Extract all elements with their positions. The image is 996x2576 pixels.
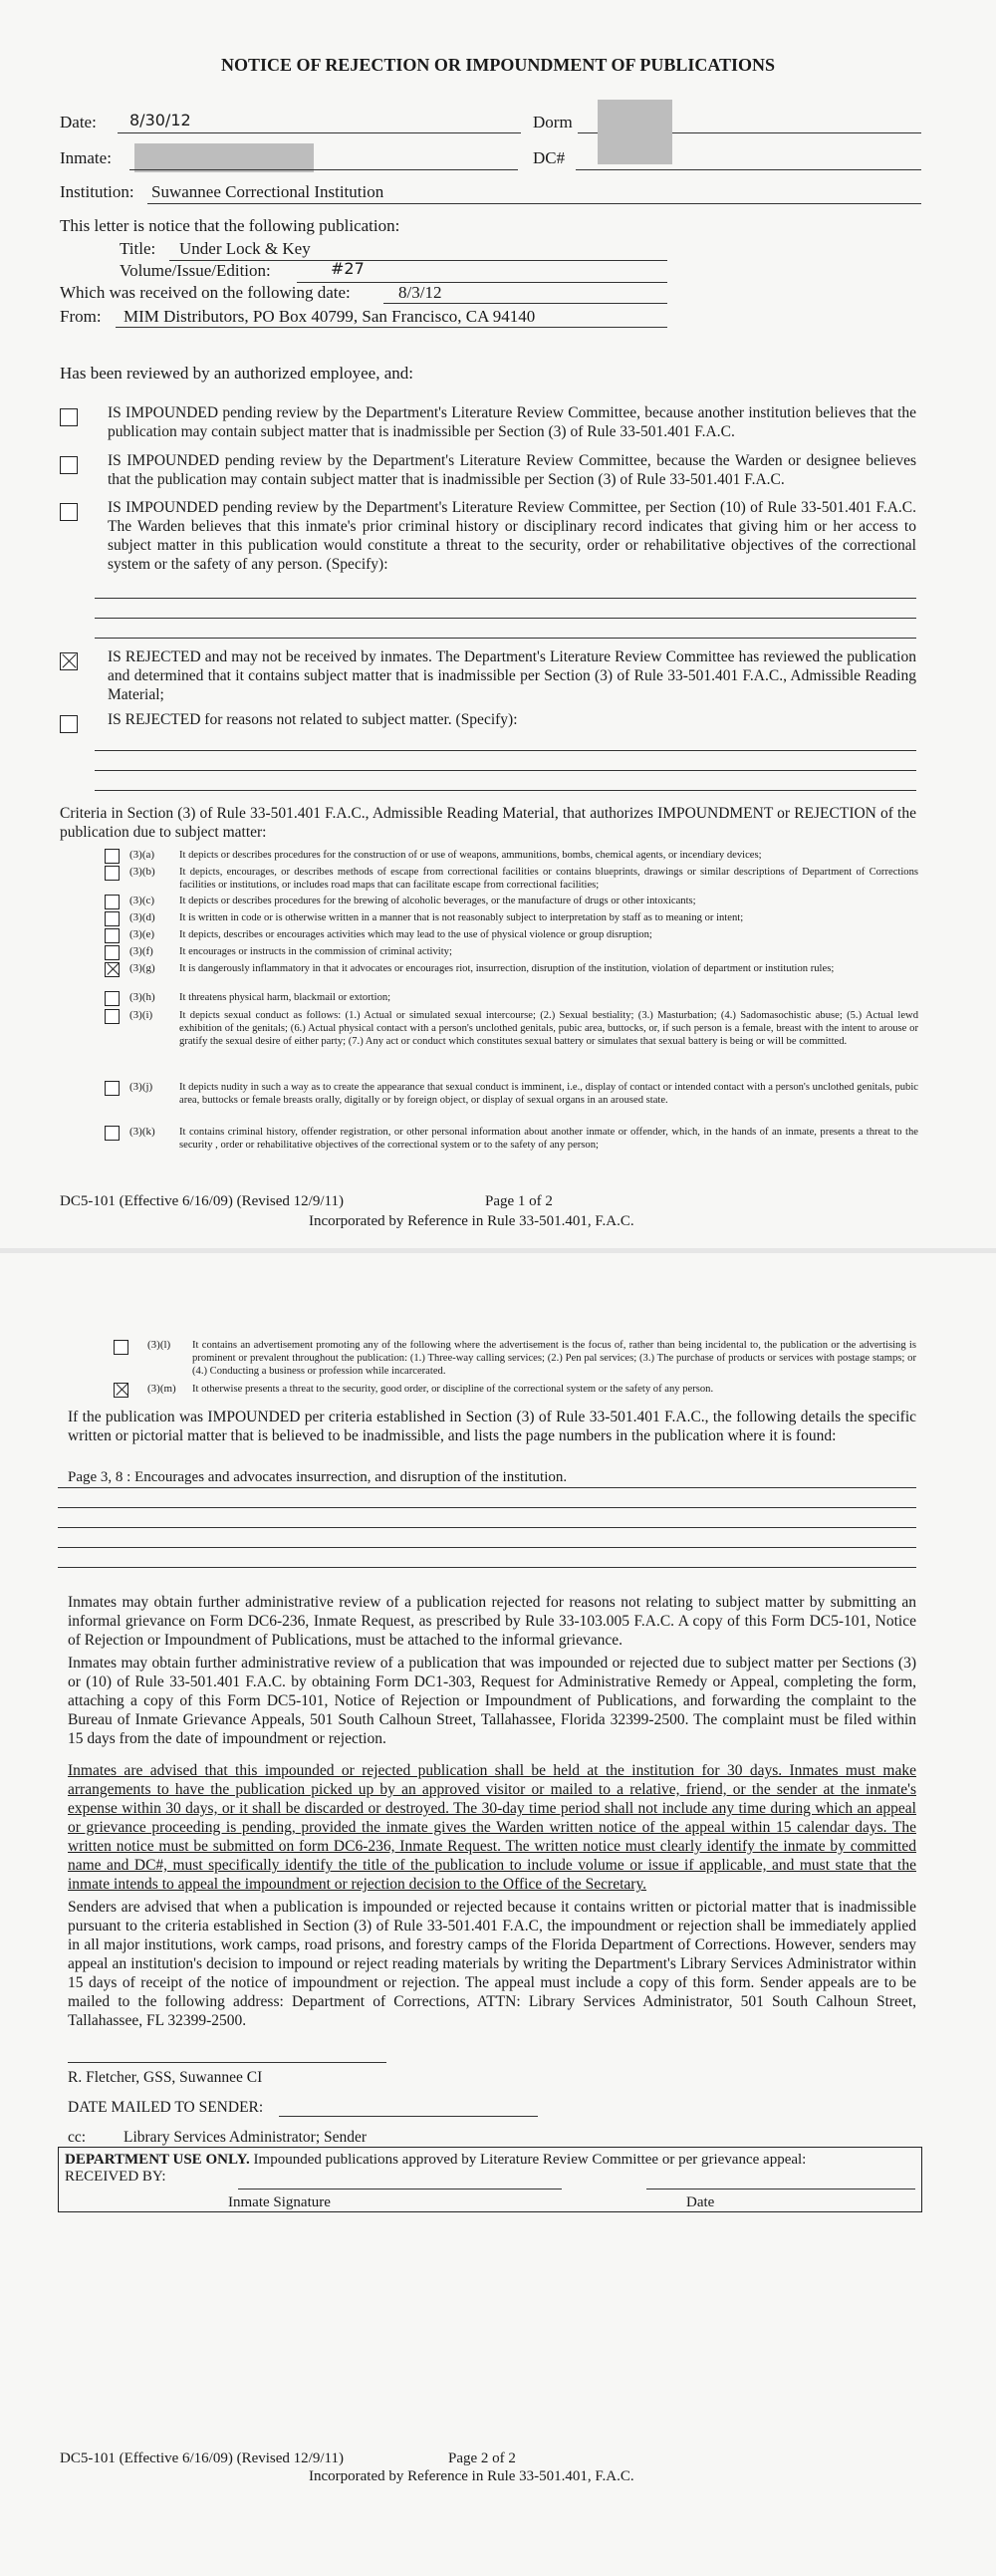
detail-line [58, 1567, 916, 1568]
date-label: Date: [60, 113, 97, 131]
page-number: Page 1 of 2 [485, 1193, 553, 1209]
impounded-intro: If the publication was IMPOUNDED per criteria established in Section (3) of Rule 33-501.401 F.A.C., the following details the specific written or pictorial matter that is believed to be inadmissible, and lists the page numbers in the publication where it is found: [68, 1409, 916, 1444]
criteria-text-3a: It depicts or describes procedures for the construction of or use of weapons, ammunitions, bombs, chemical agents, or incendiary devices; [179, 850, 762, 861]
option-checkbox-3[interactable] [60, 503, 78, 521]
option-checkbox-2[interactable] [60, 456, 78, 474]
criteria-text-3h: It threatens physical harm, blackmail or extortion; [179, 992, 391, 1003]
criteria-code-3h: (3)(h) [129, 991, 155, 1003]
dc-number-label: DC# [533, 148, 566, 167]
specify-line [95, 638, 916, 639]
criteria-checkbox-3f[interactable] [105, 945, 120, 960]
appeal-paragraph: Inmates may obtain further administrative review of a publication that was impounded or rejected due to subject matter per Sections (3) or (10) of Rule 33-501.401 F.A.C. by obtaining Form DC1-303, Request for Administrative Remedy or Appeal, completing the form, attaching a copy of this Form DC5-101, Notice of Rejection or Impoundment of Publications, and forwarding the complaint to the Bureau of Inmate Grievance Appeals, 501 South Calhoun Street, Tallahassee, Florida 32399-2500. The complaint must be filed within 15 days from the date of impoundment or rejection. [68, 1655, 916, 1747]
impounded-detail: Page 3, 8 : Encourages and advocates insurrection, and disruption of the institution. [68, 1469, 568, 1485]
criteria-checkbox-3h[interactable] [105, 991, 120, 1006]
department-use-heading [65, 2150, 806, 2170]
criteria-code-3f: (3)(f) [129, 945, 153, 957]
option-text-4: IS REJECTED and may not be received by inmates. The Department's Literature Review Committee has reviewed the publication and determined that it contains subject matter that is inadmissible per Section (3) of Rule 33-501.401 F.A.C., Admissible Reading Material; [108, 648, 916, 703]
option-checkbox-4[interactable] [60, 652, 78, 670]
inmate-signature-label: Inmate Signature [228, 2194, 331, 2210]
title-value: Under Lock & Key [179, 239, 311, 258]
date-received-label: Date [686, 2194, 715, 2210]
criteria-code-3g: (3)(g) [129, 962, 155, 974]
criteria-checkbox-3k[interactable] [105, 1126, 120, 1141]
criteria-code-3d: (3)(d) [129, 911, 155, 923]
institution-value: Suwannee Correctional Institution [151, 182, 384, 201]
dc-number-line [576, 169, 921, 170]
criteria-checkbox-3c[interactable] [105, 895, 120, 909]
institution-label: Institution: [60, 182, 134, 201]
criteria-text-3b: It depicts, encourages, or describes methods of escape from correctional facilities or contains blueprints, drawings or similar descriptions of Department of Corrections facilities or institutions, or includes road maps that can facilitate escape from correctional facilities; [179, 867, 918, 891]
from-label: From: [60, 307, 102, 326]
criteria-code-3k: (3)(k) [129, 1126, 155, 1138]
incorporated-reference: Incorporated by Reference in Rule 33-501.401, F.A.C. [309, 1213, 634, 1229]
criteria-checkbox-3b[interactable] [105, 866, 120, 881]
senders-advised-paragraph: Senders are advised that when a publication is impounded or rejected because it contains written or pictorial matter that is inadmissible pursuant to the criteria established in Section (3) of Rule 33-501.401 F.A.C, the impoundment or rejection shall be immediately applied in all major institutions, work camps, road prisons, and forestry camps of the Florida Department of Corrections. However, senders may appeal an institution's decision to impound or reject reading materials by writing the Department's Library Services Administrator within 15 days of receipt of the notice of impoundment or rejection. The appeal must include a copy of this form. Sender appeals are to be mailed to the following address: Department of Corrections, ATTN: Library Services Administrator, 501 South Calhoun Street, Tallahassee, FL 32399-2500. [68, 1899, 916, 2029]
form-page-1 [0, 0, 996, 1250]
criteria-checkbox-3l[interactable] [114, 1340, 128, 1355]
inmate-line [129, 169, 518, 170]
cc-value: Library Services Administrator; Sender [124, 2129, 368, 2146]
criteria-text-3j: It depicts nudity in such a way as to create the appearance that sexual conduct is imminent, i.e., display of contact or intended contact with a person's unclothed genitals, pubic area, buttocks or female breasts orally, digitally or by foreign object, or display of sexual organs in an aroused state. [179, 1082, 918, 1106]
option-text-1: IS IMPOUNDED pending review by the Department's Literature Review Committee, because another institution believes that the publication may contain subject matter that is inadmissible per Section (3) of Rule 33-501.401 F.A.C. [108, 404, 916, 440]
option-text-5: IS REJECTED for reasons not related to subject matter. (Specify): [108, 711, 518, 728]
detail-line [58, 1507, 916, 1508]
received-date-value: 8/3/12 [398, 283, 442, 302]
date-received-line [646, 2189, 915, 2190]
criteria-text-3f: It encourages or instructs in the commission of criminal activity; [179, 946, 452, 957]
page-number: Page 2 of 2 [448, 2450, 516, 2466]
received-date-line [383, 303, 667, 304]
option-text-3: IS IMPOUNDED pending review by the Department's Literature Review Committee, per Section (10) of Rule 33-501.401 F.A.C. The Warden believes that this inmate's prior criminal history or disciplinary record indicates that giving him or her access to subject matter in this publication would constitute a threat to the security, order or rehabilitative objectives of the correctional system or the safety of any person. (Specify): [108, 499, 916, 573]
criteria-intro: Criteria in Section (3) of Rule 33-501.401 F.A.C., Admissible Reading Material, that authorizes IMPOUNDMENT or REJECTION of the publication due to subject matter: [60, 805, 916, 841]
criteria-text-3e: It depicts, describes or encourages activities which may lead to the use of physical violence or group disruption; [179, 929, 652, 940]
detail-line [58, 1527, 916, 1528]
form-number: DC5-101 (Effective 6/16/09) (Revised 12/9/11) [60, 2450, 344, 2466]
title-label: Title: [120, 239, 156, 258]
review-paragraph: Inmates may obtain further administrative review of a publication rejected for reasons not relating to subject matter by submitting an informal grievance on Form DC6-236, Inmate Request, as prescribed by Rule 33-103.005 F.A.C. A copy of this Form DC5-101, Notice of Rejection or Impoundment of Publications, must be attached to the informal grievance. [68, 1594, 916, 1649]
date-mailed-line [279, 2116, 538, 2117]
criteria-checkbox-3e[interactable] [105, 928, 120, 943]
received-by-label: RECEIVED BY: [65, 2169, 166, 2185]
option-checkbox-5[interactable] [60, 715, 78, 733]
cc-label: cc: [68, 2129, 87, 2146]
signature-line [68, 2062, 386, 2063]
criteria-checkbox-3d[interactable] [105, 911, 120, 926]
letter-intro: This letter is notice that the following publication: [60, 216, 400, 235]
date-line [118, 132, 521, 133]
criteria-checkbox-3m[interactable] [114, 1383, 128, 1398]
institution-line [147, 203, 921, 204]
redaction-box-inmate [134, 143, 314, 172]
specify-line [95, 770, 916, 771]
volume-value: #27 [331, 259, 365, 278]
reviewed-statement: Has been reviewed by an authorized employee, and: [60, 364, 413, 383]
criteria-checkbox-3g[interactable] [105, 962, 120, 977]
specify-line [95, 750, 916, 751]
redaction-box-dorm [598, 100, 672, 164]
date-mailed-label: DATE MAILED TO SENDER: [68, 2099, 264, 2116]
criteria-code-3m: (3)(m) [147, 1383, 176, 1395]
criteria-checkbox-3j[interactable] [105, 1081, 120, 1096]
criteria-checkbox-3a[interactable] [105, 849, 120, 864]
form-number: DC5-101 (Effective 6/16/09) (Revised 12/9/11) [60, 1193, 344, 1209]
criteria-text-3g: It is dangerously inflammatory in that it advocates or encourages riot, insurrection, disruption of the institution, violation of department or institution rules; [179, 963, 835, 974]
criteria-text-3l: It contains an advertisement promoting any of the following where the advertisement is the focus of, rather than being incidental to, the publication or the advertising is prominent or prevalent throughout the publication: (1.) Three-way calling services; (2.) Pen pal services; (3.) The purchase of products or services with postage stamps; or (4.) Conducting a business or profession while incarcerated. [192, 1340, 916, 1377]
option-checkbox-1[interactable] [60, 408, 78, 426]
criteria-code-3l: (3)(l) [147, 1339, 171, 1351]
inmates-advised-paragraph: Inmates are advised that this impounded or rejected publication shall be held at the institution for 30 days. Inmates must make arrangements to have the publication picked up by an approved visitor or mailed to a relative, friend, or the sender at the inmate's expense within 30 days, or it shall be discarded or destroyed. The 30-day time period shall not include any time during which an appeal or grievance proceeding is pending, provided the inmate gives the Warden written notice of the appeal within 15 calendar days. The written notice must be submitted on form DC6-236, Inmate Request. The written notice must clearly identify the inmate by committed name and DC#, must specifically identify the title of the publication to include volume or issue if applicable, and must state that the inmate intends to appeal the impoundment or rejection decision to the Office of the Secretary. [68, 1762, 916, 1893]
criteria-code-3j: (3)(j) [129, 1081, 153, 1093]
from-value: MIM Distributors, PO Box 40799, San Francisco, CA 94140 [124, 307, 536, 326]
criteria-text-3m: It otherwise presents a threat to the security, good order, or discipline of the correctional system or the safety of any person. [192, 1384, 714, 1395]
criteria-code-3i: (3)(i) [129, 1009, 153, 1021]
criteria-code-3e: (3)(e) [129, 928, 155, 940]
dorm-label: Dorm [533, 113, 573, 131]
received-date-label: Which was received on the following date: [60, 283, 351, 302]
volume-label: Volume/Issue/Edition: [120, 261, 271, 280]
inmate-label: Inmate: [60, 148, 112, 167]
volume-line [297, 282, 667, 283]
department-use-bold: DEPARTMENT USE ONLY. [65, 2152, 250, 2168]
from-line [116, 327, 667, 328]
inmate-signature-line [238, 2189, 562, 2190]
criteria-text-3c: It depicts or describes procedures for the brewing of alcoholic beverages, or the manufacture of drugs or other intoxicants; [179, 896, 696, 906]
option-text-2: IS IMPOUNDED pending review by the Department's Literature Review Committee, because the Warden or designee believes that the publication may contain subject matter that is inadmissible per Section (3) of Rule 33-501.401 F.A.C. [108, 452, 916, 488]
criteria-code-3c: (3)(c) [129, 895, 155, 906]
specify-line [95, 618, 916, 619]
detail-line [58, 1547, 916, 1548]
date-value: 8/30/12 [129, 111, 191, 129]
incorporated-reference: Incorporated by Reference in Rule 33-501.401, F.A.C. [309, 2468, 634, 2484]
criteria-checkbox-3i[interactable] [105, 1009, 120, 1024]
detail-line [58, 1487, 916, 1488]
criteria-code-3a: (3)(a) [129, 849, 155, 861]
specify-line [95, 598, 916, 599]
signer-name: R. Fletcher, GSS, Suwannee CI [68, 2069, 263, 2086]
department-use-text: Impounded publications approved by Literature Review Committee or per grievance appeal: [249, 2152, 807, 2168]
criteria-text-3d: It is written in code or is otherwise written in a manner that is not reasonably subject to interpretation by staff as to meaning or intent; [179, 912, 744, 923]
criteria-text-3i: It depicts sexual conduct as follows: (1.) Actual or simulated sexual intercourse; (2.) Sexual bestiality; (3.) Masturbation; (4.) Sadomasochistic abuse; (5.) Actual lewd exhibition of the genitals; (6.) Actual physical contact with a person's unclothed genitals, pubic area, buttocks, or, if such person is a female, breast with the intent to arouse or gratify the sexual desire of either party; (7.) Any act or conduct which constitutes sexual battery or simulates that sexual battery is being or will be committed. [179, 1010, 918, 1047]
form-page-2 [0, 1253, 996, 2576]
department-use-box [58, 2147, 922, 2212]
form-title: NOTICE OF REJECTION OR IMPOUNDMENT OF PUBLICATIONS [220, 55, 776, 75]
specify-line [95, 790, 916, 791]
criteria-code-3b: (3)(b) [129, 866, 155, 878]
criteria-text-3k: It contains criminal history, offender registration, or other personal information about another inmate or offender, which, in the hands of an inmate, presents a threat to the security , order or rehabilitative objectives of the correctional system or to the safety of any person; [179, 1127, 918, 1151]
